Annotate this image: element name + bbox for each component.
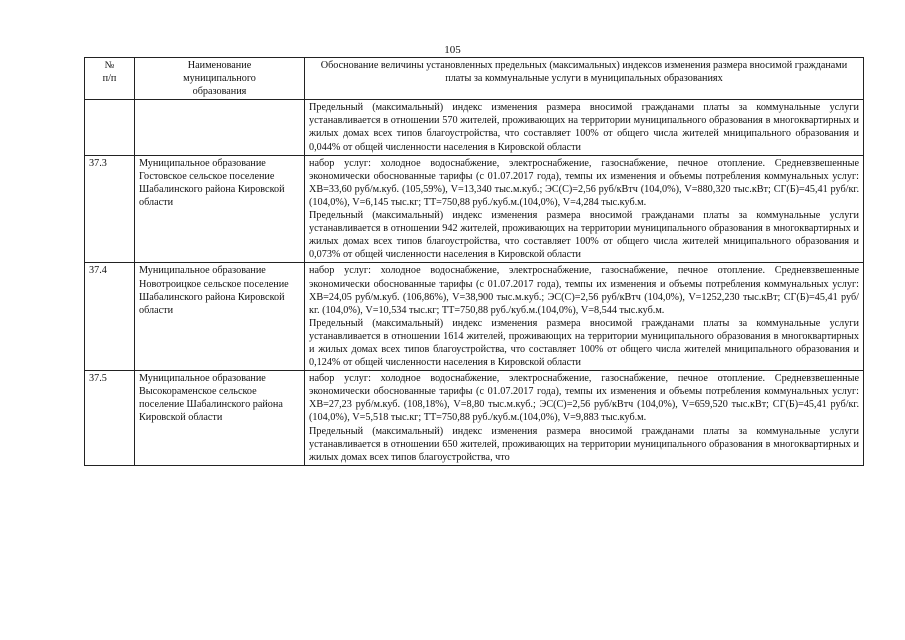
header-num: № п/п	[85, 58, 135, 100]
municipality-name: Муниципальное образование Новотроицкое сельское поселение Шабалинского района Кировской области	[135, 263, 305, 371]
basis-paragraph: Предельный (максимальный) индекс изменения размера вносимой гражданами платы за коммунальные услуги устанавливается в отношении 942 жителей, проживающих на территории муниципального образования в многоквартирных и жилых домах всех типов благоустройства, что составляет 100% от общего числа жителей мниципального образования и 0,073% от общей численности населения в Кировской области	[309, 210, 859, 261]
row-number	[85, 100, 135, 155]
row-number: 37.5	[85, 371, 135, 466]
basis-paragraph: набор услуг: холодное водоснабжение, электроснабжение, газоснабжение, печное отопление. Средневзвешенные экономически обоснованные тарифы (с 01.07.2017 года), темпы их изменения и объемы потребления коммунальных услуг: ХВ=24,05 руб/м.куб. (106,86%), V=38,900 тыс.м.куб.; ЭС(С)=2,56 руб/кВтч (104,0%), V=1252,230 тыс.кВт; СГ(Б)=45,41 руб/кг. (104,0%), V=10,534 тыс.кг; ТТ=750,88 руб./куб.м.(104,0%), V=8,544 тыс.куб.м.	[309, 265, 859, 316]
municipality-name	[135, 100, 305, 155]
row-number: 37.3	[85, 155, 135, 263]
basis-cell	[305, 155, 864, 263]
basis-cell	[305, 371, 864, 466]
basis-paragraph: Предельный (максимальный) индекс изменения размера вносимой гражданами платы за коммунальные услуги устанавливается в отношении 570 жителей, проживающих на территории муниципального образования в многоквартирных и жилых домах всех типов благоустройства, что составляет 100% от общего числа жителей мниципального образования и 0,044% от общей численности населения в Кировской области	[309, 102, 859, 153]
municipality-name: Муниципальное образование Высокораменское сельское поселение Шабалинского района Кировской области	[135, 371, 305, 466]
header-basis: Обоснование величины установленных предельных (максимальных) индексов изменения размера вносимой гражданами платы за коммунальные услуги в муниципальных образованиях	[305, 58, 864, 100]
basis-cell	[305, 100, 864, 155]
municipality-name: Муниципальное образование Гостовское сельское поселение Шабалинского района Кировской области	[135, 155, 305, 263]
basis-paragraph: Предельный (максимальный) индекс изменения размера вносимой гражданами платы за коммунальные услуги устанавливается в отношении 650 жителей, проживающих на территории муниципального образования в многоквартирных и жилых домах всех типов благоустройства, что	[309, 425, 859, 463]
header-name: Наименование муниципального образования	[135, 58, 305, 100]
table-row	[85, 371, 864, 466]
table-row	[85, 155, 864, 263]
basis-paragraph: набор услуг: холодное водоснабжение, электроснабжение, газоснабжение, печное отопление. Средневзвешенные экономически обоснованные тарифы (с 01.07.2017 года), темпы их изменения и объемы потребления коммунальных услуг: ХВ=27,23 руб/м.куб. (108,18%), V=8,80 тыс.м.куб.; ЭС(С)=2,56 руб/кВтч (104,0%), V=659,520 тыс.кВт; СГ(Б)=45,41 руб/кг. (104,0%), V=5,518 тыс.кг; ТТ=750,88 руб./куб.м.(104,0%), V=9,883 тыс.куб.м.	[309, 373, 859, 424]
basis-cell	[305, 263, 864, 371]
page-number: 105	[444, 44, 461, 56]
table-header-row	[85, 58, 864, 100]
basis-paragraph: Предельный (максимальный) индекс изменения размера вносимой гражданами платы за коммунальные услуги устанавливается в отношении 1614 жителей, проживающих на территории муниципального образования в многоквартирных и жилых домах всех типов благоустройства, что составляет 100% от общего числа жителей мниципального образования и 0,124% от общей численности населения в Кировской области	[309, 317, 859, 369]
basis-paragraph: набор услуг: холодное водоснабжение, электроснабжение, газоснабжение, печное отопление. Средневзвешенные экономически обоснованные тарифы (с 01.07.2017 года), темпы их изменения и объемы потребления коммунальных услуг: ХВ=33,60 руб/м.куб. (105,59%), V=13,340 тыс.м.куб.; ЭС(С)=2,56 руб/кВтч (104,0%), V=880,320 тыс.кВт; СГ(Б)=45,41 руб/кг. (104,0%), V=6,145 тыс.кг; ТТ=750,88 руб./куб.м.(104,0%), V=4,284 тыс.куб.м.	[309, 157, 859, 208]
tariff-table	[84, 57, 864, 466]
table-body	[85, 100, 864, 466]
table-row	[85, 100, 864, 155]
row-number: 37.4	[85, 263, 135, 371]
table-row	[85, 263, 864, 371]
